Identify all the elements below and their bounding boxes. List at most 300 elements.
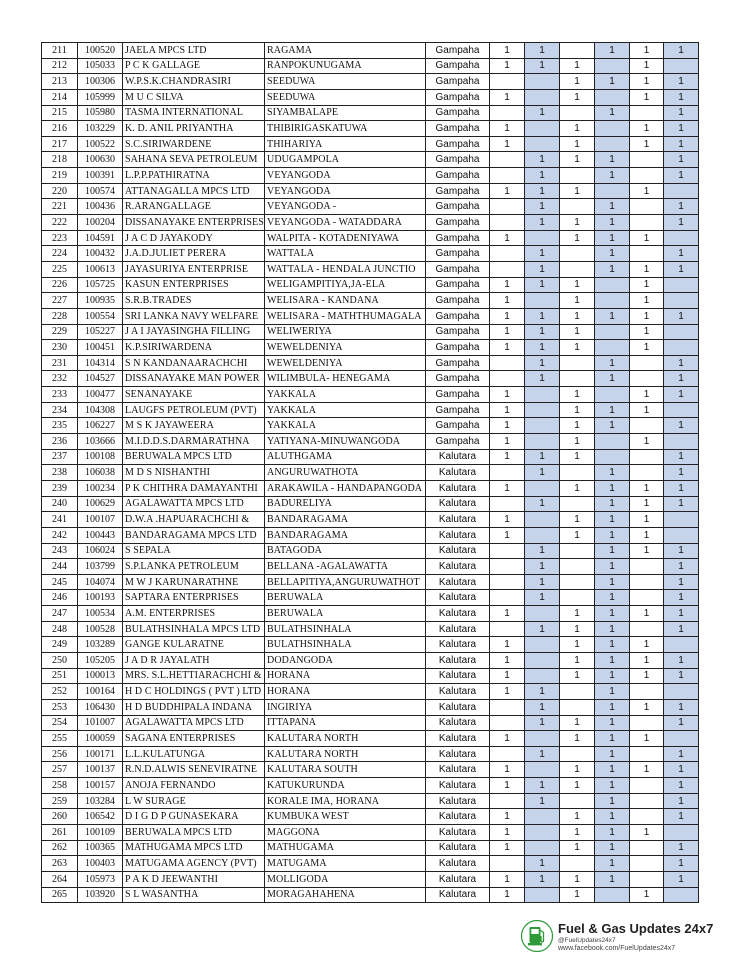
table-row — [42, 527, 699, 543]
availability-cell — [560, 465, 595, 481]
availability-cell — [630, 152, 664, 168]
station-location-cell: WATTALA - HENDALA JUNCTIO — [265, 261, 426, 277]
availability-cell: 1 — [630, 825, 664, 841]
table-row — [42, 136, 699, 152]
availability-cell: 1 — [525, 449, 560, 465]
table-row — [42, 89, 699, 105]
row-number-cell: 263 — [42, 856, 78, 872]
brand-url: www.facebook.com/FuelUpdates24x7 — [558, 945, 676, 952]
row-number-cell: 257 — [42, 762, 78, 778]
availability-cell: 1 — [490, 527, 525, 543]
table-row — [42, 277, 699, 293]
row-number-cell: 231 — [42, 355, 78, 371]
availability-cell: 1 — [490, 387, 525, 403]
availability-cell — [664, 637, 699, 653]
dealer-name-cell: W.P.S.K.CHANDRASIRI — [123, 74, 265, 90]
availability-cell: 1 — [664, 261, 699, 277]
station-code-cell: 104308 — [78, 402, 123, 418]
availability-cell: 1 — [490, 480, 525, 496]
availability-cell — [525, 762, 560, 778]
dealer-name-cell: R.ARANGALLAGE — [123, 199, 265, 215]
dealer-name-cell: SENANAYAKE — [123, 387, 265, 403]
availability-cell: 1 — [664, 840, 699, 856]
availability-cell — [630, 793, 664, 809]
availability-cell — [664, 684, 699, 700]
district-cell: Gampaha — [426, 199, 490, 215]
station-code-cell: 100630 — [78, 152, 123, 168]
fuel-pump-icon — [521, 920, 553, 952]
availability-cell — [664, 277, 699, 293]
dealer-name-cell: M D S NISHANTHI — [123, 465, 265, 481]
station-code-cell: 100164 — [78, 684, 123, 700]
availability-cell: 1 — [595, 199, 630, 215]
availability-cell: 1 — [630, 668, 664, 684]
availability-cell: 1 — [525, 261, 560, 277]
availability-cell: 1 — [630, 512, 664, 528]
availability-cell: 1 — [490, 778, 525, 794]
district-cell: Gampaha — [426, 402, 490, 418]
availability-cell — [630, 465, 664, 481]
availability-cell: 1 — [595, 684, 630, 700]
availability-cell: 1 — [560, 825, 595, 841]
availability-cell: 1 — [664, 856, 699, 872]
availability-cell — [560, 574, 595, 590]
availability-cell: 1 — [525, 168, 560, 184]
availability-cell: 1 — [664, 668, 699, 684]
station-location-cell: WEWELDENIYA — [265, 340, 426, 356]
dealer-name-cell: BERUWALA MPCS LTD — [123, 449, 265, 465]
table-row — [42, 574, 699, 590]
availability-cell: 1 — [560, 449, 595, 465]
station-location-cell: BERUWALA — [265, 606, 426, 622]
availability-cell — [630, 809, 664, 825]
district-cell: Gampaha — [426, 387, 490, 403]
availability-cell: 1 — [595, 762, 630, 778]
brand-handle: @FuelUpdates24x7 — [558, 937, 616, 944]
row-number-cell: 213 — [42, 74, 78, 90]
row-number-cell: 251 — [42, 668, 78, 684]
availability-cell — [560, 543, 595, 559]
table-row — [42, 230, 699, 246]
availability-cell: 1 — [525, 355, 560, 371]
district-cell: Kalutara — [426, 887, 490, 903]
availability-cell — [595, 324, 630, 340]
availability-cell — [525, 480, 560, 496]
availability-cell — [595, 136, 630, 152]
availability-cell — [560, 199, 595, 215]
station-location-cell: HORANA — [265, 668, 426, 684]
dealer-name-cell: ATTANAGALLA MPCS LTD — [123, 183, 265, 199]
district-cell: Kalutara — [426, 856, 490, 872]
dealer-name-cell: P A K D JEEWANTHI — [123, 871, 265, 887]
availability-cell: 1 — [630, 434, 664, 450]
row-number-cell: 237 — [42, 449, 78, 465]
availability-cell: 1 — [560, 652, 595, 668]
table-row — [42, 512, 699, 528]
availability-cell — [630, 105, 664, 121]
dealer-name-cell: MRS. S.L.HETTIARACHCHI & — [123, 668, 265, 684]
availability-cell — [490, 105, 525, 121]
availability-cell: 1 — [490, 89, 525, 105]
table-row — [42, 871, 699, 887]
row-number-cell: 232 — [42, 371, 78, 387]
availability-cell: 1 — [490, 340, 525, 356]
availability-cell: 1 — [595, 809, 630, 825]
availability-cell — [525, 637, 560, 653]
dealer-name-cell: S.R.B.TRADES — [123, 293, 265, 309]
dealer-name-cell: D.W.A .HAPUARACHCHI & — [123, 512, 265, 528]
row-number-cell: 235 — [42, 418, 78, 434]
station-location-cell: WELISARA - KANDANA — [265, 293, 426, 309]
district-cell: Gampaha — [426, 89, 490, 105]
availability-cell: 1 — [560, 418, 595, 434]
row-number-cell: 218 — [42, 152, 78, 168]
table-row — [42, 715, 699, 731]
station-location-cell: BANDARAGAMA — [265, 512, 426, 528]
availability-cell: 1 — [560, 637, 595, 653]
availability-cell: 1 — [560, 606, 595, 622]
district-cell: Gampaha — [426, 230, 490, 246]
dealer-name-cell: AGALAWATTA MPCS LTD — [123, 715, 265, 731]
availability-cell: 1 — [525, 871, 560, 887]
availability-cell — [664, 340, 699, 356]
availability-cell: 1 — [595, 465, 630, 481]
availability-cell: 1 — [560, 715, 595, 731]
availability-cell: 1 — [630, 277, 664, 293]
row-number-cell: 212 — [42, 58, 78, 74]
district-cell: Kalutara — [426, 465, 490, 481]
availability-cell: 1 — [490, 762, 525, 778]
row-number-cell: 256 — [42, 746, 78, 762]
availability-cell: 1 — [560, 340, 595, 356]
station-code-cell: 105033 — [78, 58, 123, 74]
station-code-cell: 106038 — [78, 465, 123, 481]
station-location-cell: WALPITA - KOTADENIYAWA — [265, 230, 426, 246]
availability-cell — [630, 590, 664, 606]
availability-cell — [490, 74, 525, 90]
availability-cell — [490, 574, 525, 590]
dealer-name-cell: R.N.D.ALWIS SENEVIRATNE — [123, 762, 265, 778]
availability-cell: 1 — [630, 637, 664, 653]
station-location-cell: BULATHSINHALA — [265, 621, 426, 637]
availability-cell — [560, 684, 595, 700]
dealer-name-cell: M W J KARUNARATHNE — [123, 574, 265, 590]
availability-cell: 1 — [664, 778, 699, 794]
availability-cell: 1 — [595, 402, 630, 418]
availability-cell: 1 — [595, 668, 630, 684]
dealer-name-cell: TASMA INTERNATIONAL — [123, 105, 265, 121]
availability-cell: 1 — [630, 324, 664, 340]
table-row — [42, 74, 699, 90]
table-row — [42, 261, 699, 277]
availability-cell: 1 — [664, 121, 699, 137]
dealer-name-cell: L.P.P.PATHIRATNA — [123, 168, 265, 184]
station-code-cell: 105205 — [78, 652, 123, 668]
availability-cell — [490, 168, 525, 184]
row-number-cell: 255 — [42, 731, 78, 747]
district-cell: Gampaha — [426, 277, 490, 293]
availability-cell: 1 — [664, 74, 699, 90]
availability-cell: 1 — [630, 543, 664, 559]
availability-cell — [560, 246, 595, 262]
availability-cell: 1 — [560, 58, 595, 74]
availability-cell — [664, 887, 699, 903]
table-row — [42, 778, 699, 794]
availability-cell — [490, 699, 525, 715]
availability-cell: 1 — [664, 387, 699, 403]
station-location-cell: ARAKAWILA - HANDAPANGODA — [265, 480, 426, 496]
availability-cell: 1 — [595, 699, 630, 715]
dealer-name-cell: LAUGFS PETROLEUM (PVT) — [123, 402, 265, 418]
row-number-cell: 233 — [42, 387, 78, 403]
availability-cell: 1 — [664, 355, 699, 371]
availability-cell: 1 — [490, 840, 525, 856]
station-code-cell: 100522 — [78, 136, 123, 152]
availability-cell — [560, 746, 595, 762]
station-location-cell: BANDARAGAMA — [265, 527, 426, 543]
availability-cell: 1 — [630, 527, 664, 543]
availability-cell: 1 — [525, 746, 560, 762]
district-cell: Gampaha — [426, 136, 490, 152]
station-code-cell: 100432 — [78, 246, 123, 262]
table-row — [42, 621, 699, 637]
district-cell: Kalutara — [426, 527, 490, 543]
district-cell: Gampaha — [426, 74, 490, 90]
station-location-cell: YAKKALA — [265, 402, 426, 418]
table-row — [42, 559, 699, 575]
station-location-cell: ALUTHGAMA — [265, 449, 426, 465]
availability-cell — [490, 621, 525, 637]
station-code-cell: 100157 — [78, 778, 123, 794]
station-location-cell: VEYANGODA - — [265, 199, 426, 215]
availability-cell: 1 — [560, 136, 595, 152]
availability-cell: 1 — [664, 480, 699, 496]
table-row — [42, 809, 699, 825]
availability-cell: 1 — [560, 230, 595, 246]
dealer-name-cell: D I G D P GUNASEKARA — [123, 809, 265, 825]
availability-cell: 1 — [490, 293, 525, 309]
table-row — [42, 168, 699, 184]
availability-cell — [595, 434, 630, 450]
availability-cell — [560, 856, 595, 872]
row-number-cell: 265 — [42, 887, 78, 903]
row-number-cell: 245 — [42, 574, 78, 590]
availability-cell — [630, 215, 664, 231]
table-row — [42, 465, 699, 481]
availability-cell — [525, 434, 560, 450]
station-location-cell: BADURELIYA — [265, 496, 426, 512]
availability-cell — [560, 105, 595, 121]
station-code-cell: 100171 — [78, 746, 123, 762]
availability-cell — [630, 778, 664, 794]
availability-cell: 1 — [664, 746, 699, 762]
availability-cell: 1 — [664, 793, 699, 809]
availability-cell: 1 — [595, 246, 630, 262]
availability-cell — [560, 559, 595, 575]
availability-cell: 1 — [525, 215, 560, 231]
availability-cell: 1 — [595, 856, 630, 872]
availability-cell: 1 — [560, 731, 595, 747]
availability-cell: 1 — [630, 887, 664, 903]
availability-cell: 1 — [525, 199, 560, 215]
dealer-name-cell: M.I.D.D.S.DARMARATHNA — [123, 434, 265, 450]
availability-cell: 1 — [490, 684, 525, 700]
availability-cell — [525, 121, 560, 137]
availability-cell: 1 — [525, 543, 560, 559]
availability-cell: 1 — [595, 746, 630, 762]
availability-cell: 1 — [525, 856, 560, 872]
availability-cell: 1 — [490, 402, 525, 418]
station-code-cell: 105725 — [78, 277, 123, 293]
station-code-cell: 105999 — [78, 89, 123, 105]
availability-cell — [630, 684, 664, 700]
district-cell: Kalutara — [426, 590, 490, 606]
availability-cell — [595, 277, 630, 293]
dealer-name-cell: S.C.SIRIWARDENE — [123, 136, 265, 152]
row-number-cell: 229 — [42, 324, 78, 340]
availability-cell: 1 — [664, 496, 699, 512]
availability-cell: 1 — [560, 809, 595, 825]
availability-cell: 1 — [525, 684, 560, 700]
availability-cell: 1 — [525, 699, 560, 715]
station-location-cell: HORANA — [265, 684, 426, 700]
district-cell: Kalutara — [426, 715, 490, 731]
dealer-name-cell: H D C HOLDINGS ( PVT ) LTD — [123, 684, 265, 700]
availability-cell: 1 — [525, 559, 560, 575]
station-code-cell: 100108 — [78, 449, 123, 465]
district-cell: Kalutara — [426, 559, 490, 575]
station-location-cell: WELISARA - MATHTHUMAGALA — [265, 308, 426, 324]
station-code-cell: 103666 — [78, 434, 123, 450]
availability-cell — [490, 246, 525, 262]
station-location-cell: BULATHSINHALA — [265, 637, 426, 653]
dealer-name-cell: P C K GALLAGE — [123, 58, 265, 74]
station-location-cell: VEYANGODA — [265, 168, 426, 184]
district-cell: Kalutara — [426, 512, 490, 528]
table-row — [42, 731, 699, 747]
availability-cell: 1 — [664, 465, 699, 481]
district-cell: Gampaha — [426, 355, 490, 371]
station-location-cell: ITTAPANA — [265, 715, 426, 731]
availability-cell — [630, 449, 664, 465]
availability-cell — [630, 746, 664, 762]
availability-cell: 1 — [630, 496, 664, 512]
availability-cell: 1 — [525, 778, 560, 794]
row-number-cell: 260 — [42, 809, 78, 825]
district-cell: Gampaha — [426, 215, 490, 231]
availability-cell: 1 — [630, 183, 664, 199]
station-code-cell: 106430 — [78, 699, 123, 715]
availability-cell: 1 — [630, 58, 664, 74]
table-row — [42, 418, 699, 434]
station-grid — [41, 42, 699, 903]
availability-cell: 1 — [490, 418, 525, 434]
availability-cell: 1 — [560, 480, 595, 496]
row-number-cell: 247 — [42, 606, 78, 622]
table-body — [42, 43, 699, 903]
availability-cell: 1 — [595, 215, 630, 231]
availability-cell — [630, 168, 664, 184]
availability-cell: 1 — [525, 183, 560, 199]
availability-cell: 1 — [490, 277, 525, 293]
availability-cell: 1 — [490, 183, 525, 199]
district-cell: Kalutara — [426, 480, 490, 496]
district-cell: Gampaha — [426, 261, 490, 277]
dealer-name-cell: M S K JAYAWEERA — [123, 418, 265, 434]
district-cell: Kalutara — [426, 543, 490, 559]
availability-cell: 1 — [560, 778, 595, 794]
row-number-cell: 254 — [42, 715, 78, 731]
station-location-cell: WATTALA — [265, 246, 426, 262]
availability-cell — [525, 809, 560, 825]
availability-cell — [525, 387, 560, 403]
availability-cell: 1 — [525, 574, 560, 590]
availability-cell — [630, 621, 664, 637]
availability-cell — [525, 731, 560, 747]
district-cell: Gampaha — [426, 105, 490, 121]
station-code-cell: 100443 — [78, 527, 123, 543]
availability-cell: 1 — [595, 261, 630, 277]
station-code-cell: 100554 — [78, 308, 123, 324]
district-cell: Kalutara — [426, 699, 490, 715]
table-row — [42, 652, 699, 668]
dealer-name-cell: S SEPALA — [123, 543, 265, 559]
station-code-cell: 100365 — [78, 840, 123, 856]
availability-cell — [525, 418, 560, 434]
availability-cell — [664, 731, 699, 747]
station-code-cell: 103229 — [78, 121, 123, 137]
availability-cell: 1 — [630, 89, 664, 105]
availability-cell — [595, 887, 630, 903]
availability-cell — [490, 355, 525, 371]
station-location-cell: WILIMBULA- HENEGAMA — [265, 371, 426, 387]
district-cell: Kalutara — [426, 621, 490, 637]
row-number-cell: 217 — [42, 136, 78, 152]
availability-cell: 1 — [560, 121, 595, 137]
row-number-cell: 221 — [42, 199, 78, 215]
availability-cell — [630, 840, 664, 856]
dealer-name-cell: BERUWALA MPCS LTD — [123, 825, 265, 841]
station-location-cell: MORAGAHAHENA — [265, 887, 426, 903]
dealer-name-cell: MATHUGAMA MPCS LTD — [123, 840, 265, 856]
availability-cell: 1 — [595, 543, 630, 559]
district-cell: Kalutara — [426, 574, 490, 590]
station-location-cell: MATUGAMA — [265, 856, 426, 872]
availability-cell: 1 — [525, 308, 560, 324]
availability-cell: 1 — [560, 183, 595, 199]
availability-cell: 1 — [630, 762, 664, 778]
station-code-cell: 103799 — [78, 559, 123, 575]
availability-cell — [664, 402, 699, 418]
row-number-cell: 236 — [42, 434, 78, 450]
table-row — [42, 387, 699, 403]
availability-cell: 1 — [490, 58, 525, 74]
station-code-cell: 101007 — [78, 715, 123, 731]
availability-cell — [664, 230, 699, 246]
station-location-cell: BERUWALA — [265, 590, 426, 606]
availability-cell: 1 — [560, 215, 595, 231]
station-location-cell: YAKKALA — [265, 418, 426, 434]
availability-cell: 1 — [595, 496, 630, 512]
district-cell: Gampaha — [426, 293, 490, 309]
availability-cell — [560, 590, 595, 606]
dealer-name-cell: SAGANA ENTERPRISES — [123, 731, 265, 747]
station-location-cell: VEYANGODA — [265, 183, 426, 199]
availability-cell — [630, 355, 664, 371]
availability-cell: 1 — [560, 527, 595, 543]
table-row — [42, 246, 699, 262]
availability-cell — [560, 699, 595, 715]
